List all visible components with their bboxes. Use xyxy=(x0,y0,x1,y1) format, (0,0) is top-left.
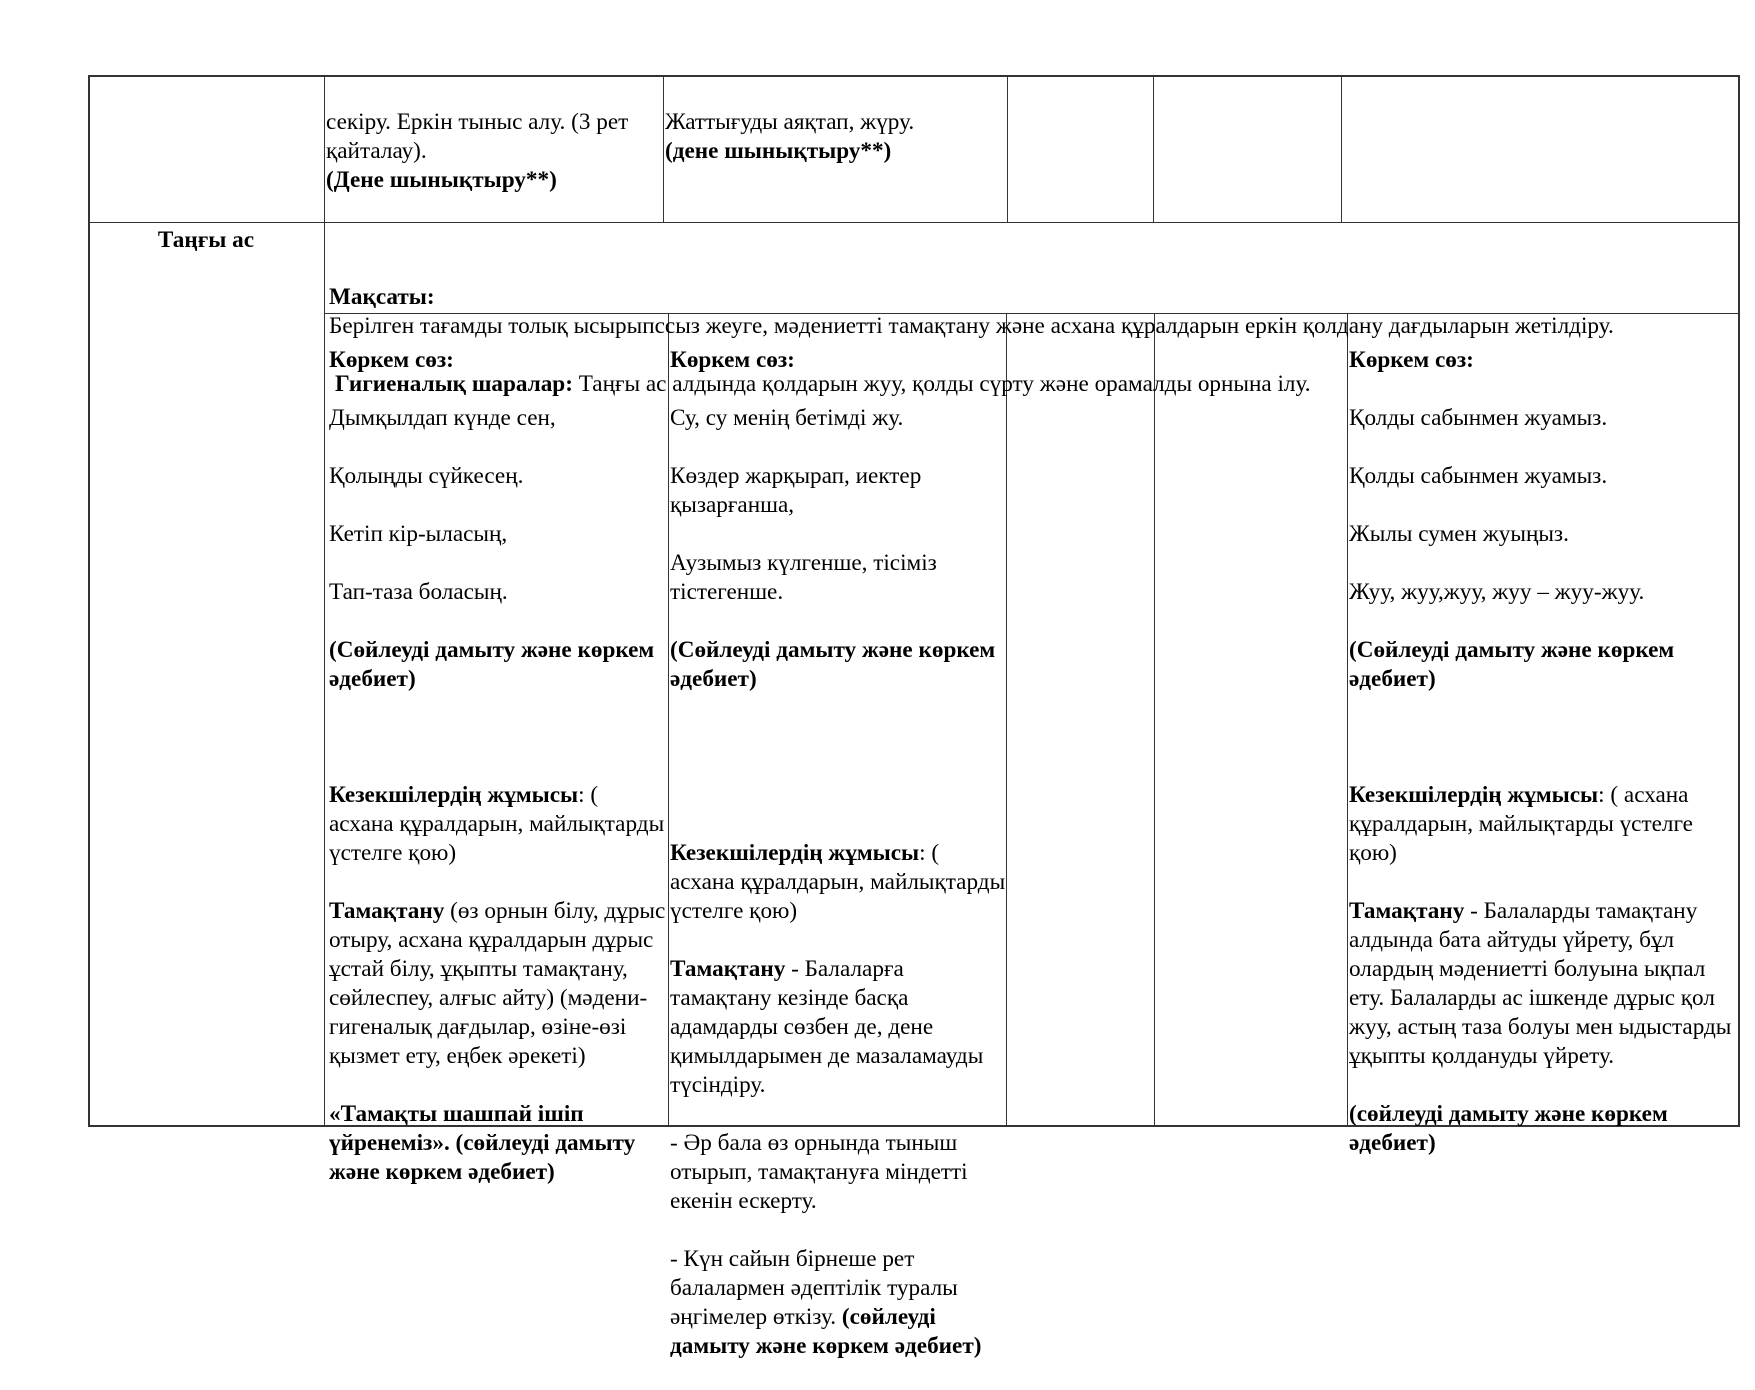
poem-area: (Сөйлеуді дамыту және көркем әдебиет) xyxy=(329,637,655,692)
duty-label: Кезекшілердің жұмысы xyxy=(329,782,579,808)
note: - Күн сайын бірнеше рет балалармен әдептілік туралы әңгімелер өткізу. xyxy=(670,1246,958,1330)
closing-note: (сөйлеуді дамыту және көркем әдебиет) xyxy=(1349,1101,1668,1156)
meal-label: Тамақтану xyxy=(1349,898,1465,924)
column-divider-2-top xyxy=(663,75,664,222)
duty-label: Кезекшілердің жұмысы xyxy=(1349,782,1599,808)
poem-area: (Сөйлеуді дамыту және көркем әдебиет) xyxy=(1349,637,1675,692)
column-divider-3-top xyxy=(1007,75,1008,222)
column-divider-4-top xyxy=(1153,75,1154,222)
meal-label: Тамақтану xyxy=(670,956,786,982)
meal-text: (өз орнын білу, дұрыс отыру, асхана құралдарын дұрыс ұстай білу, ұқыпты тамақтану, сөйлеспеу, алғыс айту) (мәдени-гигеналық дағдылар, өзіне-өзі қызмет ету, еңбек әрекеті) xyxy=(329,898,666,1069)
poem-area: (Сөйлеуді дамыту және көркем әдебиет) xyxy=(670,637,996,692)
poem-line: Қолды сабынмен жуамыз. xyxy=(1349,463,1608,489)
poem-line: Көздер жарқырап, иектер қызарғанша, xyxy=(670,463,922,518)
column-divider-3-bottom xyxy=(1006,313,1007,1125)
poem-line: Жуу, жуу,жуу, жуу – жуу-жуу. xyxy=(1349,579,1645,605)
note-bold: (сөйлеуді дамыту және көркем әдебиет) xyxy=(670,1304,982,1359)
column-divider-5-bottom xyxy=(1347,313,1348,1125)
cell-bold-text: (Дене шынықтыру**) xyxy=(326,167,557,193)
poem-line: Аузымыз күлгенше, тісіміз тістегенше. xyxy=(670,550,937,605)
hygiene-text: Таңғы ас алдында қолдарын жуу, қолды сүрту және орамалды орнына ілу. xyxy=(578,371,1311,397)
table-top-border xyxy=(88,75,1740,77)
row-divider xyxy=(88,222,1740,223)
cell-text: секіру. Еркін тыныс алу. (3 рет қайталау). xyxy=(326,109,629,164)
meal-text: - Балаларды тамақтану алдында бата айтуды үйрету, бұл олардың мәдениетті болуына ықпал ету. Балаларды ас ішкенде дұрыс қол жуу, астың таза болуы мен ыдыстарды ұқыпты қолдануды үйрету. xyxy=(1349,898,1732,1069)
duty-label: Кезекшілердің жұмысы xyxy=(670,840,920,866)
table-right-border xyxy=(1738,75,1740,1126)
closing-note: «Тамақты шашпай ішіп үйренеміз». (сөйлеуді дамыту және көркем әдебиет) xyxy=(329,1101,636,1185)
day2-cell xyxy=(670,317,1006,1359)
poem-line: Тап-таза боласың. xyxy=(329,579,508,605)
day5-cell xyxy=(1349,317,1737,1156)
goal-label: Мақсаты: xyxy=(329,284,435,310)
poem-line: Қолды сабынмен жуамыз. xyxy=(1349,405,1608,431)
day1-cell xyxy=(329,317,667,1185)
poem-title: Көркем сөз: xyxy=(670,347,795,373)
duty-text: : ( асхана құралдарын, майлықтарды үстелге қою) xyxy=(1349,782,1693,866)
duty-text: : ( асхана құралдарын, майлықтарды үстелге қою) xyxy=(329,782,665,866)
poem-line: Дымқылдап күнде сен, xyxy=(329,405,556,431)
top-row-cell-1 xyxy=(326,79,662,219)
top-row-cell-2 xyxy=(665,79,1006,219)
poem-line: Жылы сумен жуыңыз. xyxy=(1349,521,1569,547)
duty-text: : ( асхана құралдарын, майлықтарды үстелге қою) xyxy=(670,840,1006,924)
cell-text: Жаттығуды аяқтап, жүру. xyxy=(665,109,915,135)
column-divider-4-bottom xyxy=(1154,313,1155,1125)
meal-text: - Балаларға тамақтану кезінде басқа адамдарды сөзбен де, дене қимылдарымен де мазаламауды түсіндіру. xyxy=(670,956,984,1098)
poem-title: Көркем сөз: xyxy=(1349,347,1474,373)
cell-bold-text: (дене шынықтыру**) xyxy=(665,138,892,164)
poem-line: Қолыңды сүйкесең. xyxy=(329,463,524,489)
poem-title: Көркем сөз: xyxy=(329,347,454,373)
column-divider-2-bottom xyxy=(668,313,669,1125)
note: - Әр бала өз орнында тыныш отырып, тамақтануға міндетті екенін ескерту. xyxy=(670,1130,968,1214)
poem-line: Кетіп кір-ыласың, xyxy=(329,521,508,547)
column-divider-5-top xyxy=(1341,75,1342,222)
goal-text: Берілген тағамды толық ысырыпссыз жеуге, мәдениетті тамақтану және асхана құралдарын еркін қолдану дағдыларын жетілдіру. xyxy=(329,313,1614,339)
hygiene-label: Гигиеналық шаралар: xyxy=(335,371,573,397)
meal-label: Тамақтану xyxy=(329,898,445,924)
poem-line: Су, су менің бетімді жу. xyxy=(670,405,904,431)
row-label-breakfast: Таңғы ас xyxy=(157,227,255,253)
column-divider-1 xyxy=(324,75,325,1126)
